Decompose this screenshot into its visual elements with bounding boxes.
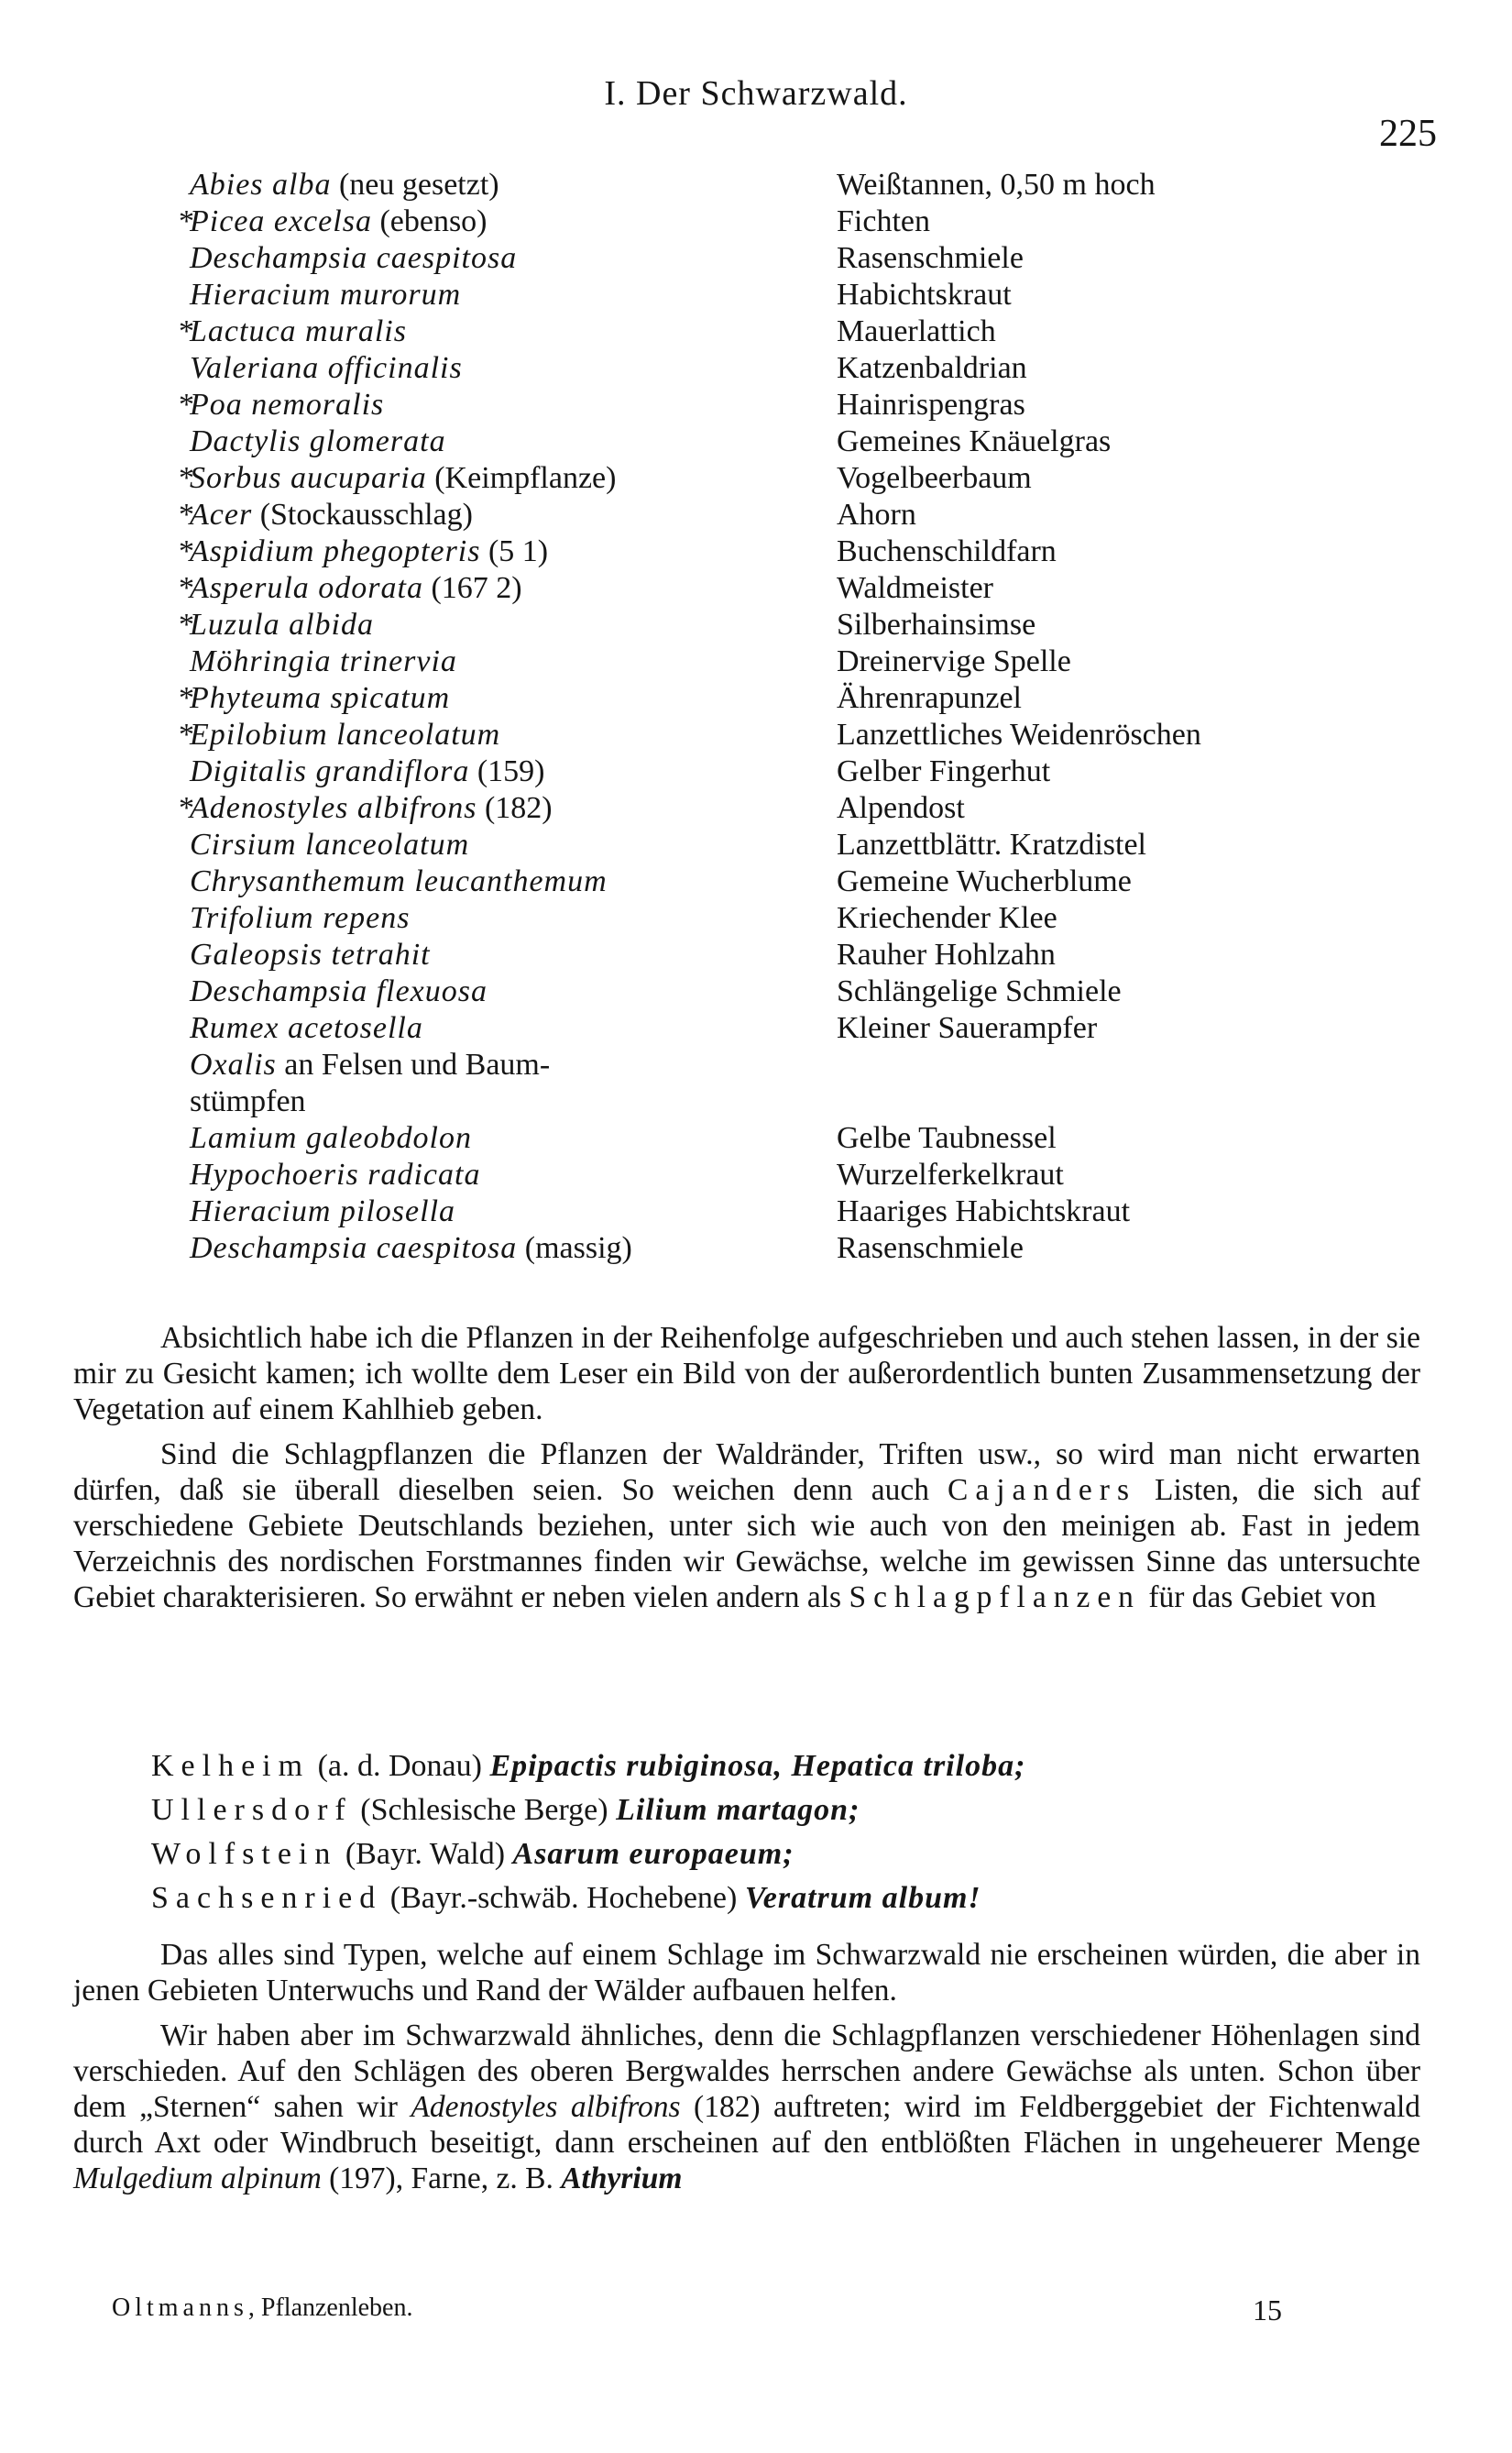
footer-book-title: , Pflanzenleben. (247, 2294, 413, 2322)
plant-row (179, 937, 1370, 974)
plant-latin-name: Luzula albida (190, 608, 374, 642)
plant-common-name: Schlängelige Schmiele (837, 974, 1122, 1008)
plant-common-name: Lanzettliches Weidenröschen (837, 718, 1201, 752)
region-detail: (Bayr.-schwäb. Hochebene) (382, 1881, 745, 1915)
species-athyrium: Athyrium (561, 2162, 683, 2195)
region-name: Wolfstein (151, 1837, 338, 1871)
plant-row (179, 607, 1370, 644)
plant-latin-name: Dactylis glomerata (190, 424, 446, 458)
plant-latin-name: Rumex acetosella (190, 1011, 423, 1045)
plant-latin-name: Cirsium lanceolatum (190, 828, 470, 862)
footer-author: Oltmanns (112, 2294, 248, 2322)
region-detail: (Schlesische Berge) (352, 1793, 617, 1827)
paragraph-4 (73, 2018, 1420, 2196)
plant-latin-cell (190, 204, 837, 240)
plant-row (179, 900, 1370, 937)
plant-latin-name: Deschampsia caespitosa (190, 1231, 518, 1265)
plant-latin-cell (190, 460, 837, 497)
term-schlagpflanzen: Schlagpflanzen (849, 1580, 1141, 1614)
plant-latin-cell (190, 570, 837, 607)
plant-latin-cell (190, 754, 837, 790)
plant-row (179, 1120, 1370, 1157)
plant-latin-cell (190, 717, 837, 754)
region-species: Veratrum album! (744, 1881, 981, 1915)
plant-note: (5 1) (480, 534, 549, 568)
plant-latin-name: Abies alba (190, 168, 332, 202)
plant-row (179, 167, 1370, 204)
plant-note: (ebenso) (371, 204, 488, 238)
plant-row (179, 534, 1370, 570)
plant-latin-cell (190, 167, 837, 204)
plant-row (179, 1194, 1370, 1230)
plant-common-name: Waldmeister (837, 571, 993, 605)
plant-row (179, 1047, 1370, 1120)
plant-mark: * (179, 534, 194, 568)
plant-common-name: Mauerlattich (837, 314, 996, 348)
plant-row (179, 570, 1370, 607)
plant-latin-cell (190, 314, 837, 350)
plant-mark: * (179, 608, 194, 642)
plant-row (179, 717, 1370, 754)
region-name: Sachsenried (151, 1881, 383, 1915)
plant-common-name: Habichtskraut (837, 278, 1012, 312)
plant-latin-name: Acer (190, 498, 253, 532)
plant-row (179, 460, 1370, 497)
region-name: Ullersdorf (151, 1793, 353, 1827)
paragraph-4-part-c: (197), Farne, z. B. (321, 2162, 562, 2195)
plant-mark: * (179, 314, 194, 348)
region-species: Lilium martagon; (616, 1793, 860, 1827)
region-list (151, 1744, 1025, 1920)
plant-latin-name: Lamium galeobdolon (190, 1121, 472, 1155)
region-row (151, 1876, 1025, 1920)
plant-latin-name: Poa nemoralis (190, 388, 385, 422)
plant-latin-name: Hypochoeris radicata (190, 1158, 481, 1192)
plant-latin-cell (190, 387, 837, 424)
region-detail: (Bayr. Wald) (337, 1837, 513, 1871)
plant-latin-name: Epilobium lanceolatum (190, 718, 501, 752)
plant-row (179, 644, 1370, 680)
plant-latin-name: Oxalis (190, 1048, 277, 1082)
plant-latin-name: Lactuca muralis (190, 314, 407, 348)
region-detail: (a. d. Donau) (310, 1749, 490, 1783)
plant-common-name: Gemeines Knäuelgras (837, 424, 1112, 458)
plant-note: (Stockausschlag) (252, 498, 473, 532)
plant-row (179, 1157, 1370, 1194)
plant-mark: * (179, 461, 194, 495)
plant-common-name: Weißtannen, 0,50 m hoch (837, 168, 1156, 202)
plant-common-name: Silberhainsimse (837, 608, 1036, 642)
plant-mark: * (179, 204, 194, 238)
paragraph-2 (73, 1436, 1420, 1615)
region-species: Asarum europaeum; (512, 1837, 794, 1871)
plant-row (179, 424, 1370, 460)
species-mulgedium: Mulgedium alpinum (73, 2162, 322, 2195)
plant-latin-name: Galeopsis tetrahit (190, 938, 431, 972)
plant-row (179, 974, 1370, 1010)
plant-mark: * (179, 681, 194, 715)
plant-row (179, 350, 1370, 387)
plant-row (179, 1230, 1370, 1267)
region-row (151, 1744, 1025, 1788)
plant-latin-name: Digitalis grandiflora (190, 754, 470, 788)
plant-latin-cell (190, 827, 837, 864)
plant-note: (Keimpflanze) (426, 461, 617, 495)
text-block-lower (73, 1937, 1420, 2196)
printer-signature: 15 (1253, 2294, 1282, 2326)
plant-common-name: Kriechender Klee (837, 901, 1057, 935)
plant-latin-cell (190, 1120, 837, 1157)
plant-latin-cell (190, 350, 837, 387)
plant-row (179, 314, 1370, 350)
region-row (151, 1788, 1025, 1832)
plant-latin-name: Deschampsia flexuosa (190, 974, 488, 1008)
author-name-cajander: Cajanders (948, 1473, 1136, 1507)
paragraph-3: Das alles sind Typen, welche auf einem Schlage im Schwarzwald nie erscheinen würden, die aber in jenen Gebieten Unterwuchs und Rand der Wälder aufbauen helfen. (73, 1938, 1420, 2008)
plant-latin-name: Chrysanthemum leucanthemum (190, 864, 608, 898)
plant-common-name: Ahorn (837, 498, 916, 532)
page-footer (112, 2294, 1285, 2326)
plant-common-name: Dreinervige Spelle (837, 644, 1071, 678)
plant-latin-cell (190, 1194, 837, 1230)
plant-row (179, 754, 1370, 790)
plant-common-name: Fichten (837, 204, 930, 238)
plant-note: (massig) (517, 1231, 632, 1265)
plant-common-name: Gemeine Wucherblume (837, 864, 1132, 898)
plant-mark: * (179, 498, 194, 532)
plant-common-name: Alpendost (837, 791, 965, 825)
paragraph-1: Absichtlich habe ich die Pflanzen in der Reihenfolge aufgeschrieben und auch stehen lassen, in der sie mir zu Gesicht kamen; ich wollte dem Leser ein Bild von der außerordentlich bunten Zusammensetzung der Vegetation auf einem Kahlhieb geben. (73, 1321, 1420, 1426)
plant-latin-name: Valeriana officinalis (190, 351, 463, 385)
plant-common-name: Kleiner Sauerampfer (837, 1011, 1098, 1045)
plant-note: an Felsen und Baum- stümpfen (190, 1048, 551, 1118)
plant-common-name: Rasenschmiele (837, 241, 1024, 275)
plant-latin-cell (190, 1230, 837, 1267)
plant-latin-name: Trifolium repens (190, 901, 411, 935)
plant-mark: * (179, 388, 194, 422)
plant-latin-cell (190, 277, 837, 314)
plant-latin-cell (190, 937, 837, 974)
page-number: 225 (1379, 113, 1437, 155)
plant-row (179, 864, 1370, 900)
plant-latin-name: Asperula odorata (190, 571, 423, 605)
plant-latin-cell (190, 790, 837, 827)
plant-row (179, 680, 1370, 717)
plant-row (179, 790, 1370, 827)
plant-common-name: Haariges Habichtskraut (837, 1194, 1131, 1228)
region-species: Epipactis rubiginosa, Hepatica triloba; (489, 1749, 1026, 1783)
plant-latin-cell (190, 607, 837, 644)
plant-mark: * (179, 571, 194, 605)
plant-latin-name: Hieracium murorum (190, 278, 462, 312)
plant-latin-cell (190, 644, 837, 680)
plant-latin-cell (190, 1010, 837, 1047)
plant-latin-name: Picea excelsa (190, 204, 372, 238)
plant-latin-cell (190, 1047, 837, 1120)
plant-common-name: Hainrispengras (837, 388, 1025, 422)
plant-latin-name: Möhringia trinervia (190, 644, 457, 678)
plant-row (179, 497, 1370, 534)
plant-latin-cell (190, 680, 837, 717)
plant-latin-name: Sorbus aucuparia (190, 461, 427, 495)
species-adenostyles: Adenostyles albifrons (411, 2090, 681, 2124)
paragraph-2-part-c: für das Gebiet von (1140, 1580, 1376, 1614)
plant-latin-cell (190, 900, 837, 937)
plant-common-name: Lanzettblättr. Kratzdistel (837, 828, 1146, 862)
text-block-upper (73, 1320, 1420, 1615)
running-header: I. Der Schwarzwald. (604, 74, 908, 113)
plant-common-name: Wurzelferkelkraut (837, 1158, 1064, 1192)
paragraph-4-part-b: (182) auftreten; wird im Feldberggebiet der Fichtenwald durch Axt oder Windbruch beseitigt, dann erscheinen auf den entblößten Flächen in ungeheuerer Menge (73, 2090, 1420, 2160)
plant-common-name: Rauher Hohlzahn (837, 938, 1056, 972)
plant-note: (182) (477, 791, 553, 825)
plant-row (179, 277, 1370, 314)
plant-latin-name: Adenostyles albifrons (190, 791, 477, 825)
plant-common-name: Gelbe Taubnessel (837, 1121, 1057, 1155)
plant-common-name: Rasenschmiele (837, 1231, 1024, 1265)
plant-common-name: Katzenbaldrian (837, 351, 1027, 385)
plant-note: (159) (469, 754, 545, 788)
plant-latin-name: Aspidium phegopteris (190, 534, 481, 568)
plant-row (179, 827, 1370, 864)
plant-latin-cell (190, 240, 837, 277)
plant-row (179, 387, 1370, 424)
region-row (151, 1832, 1025, 1876)
paragraph-4-part-a: Wir haben aber im Schwarzwald ähnliches, denn die Schlagpflanzen verschiedener Höhenlagen sind verschieden. Auf den Schlägen des oberen Bergwaldes herrschen andere Gewächse als unten. Schon über dem „Sternen“ sahen wir (73, 2018, 1420, 2124)
plant-common-name: Ährenrapunzel (837, 681, 1023, 715)
plant-list (179, 167, 1370, 1267)
region-name: Kelheim (151, 1749, 311, 1783)
plant-note: (neu gesetzt) (331, 168, 499, 202)
plant-latin-name: Deschampsia caespitosa (190, 241, 518, 275)
plant-mark: * (179, 791, 194, 825)
plant-mark: * (179, 718, 194, 752)
plant-latin-cell (190, 497, 837, 534)
paragraph-2-part-b: Listen, die sich auf verschiedene Gebiete Deutschlands beziehen, unter sich wie auch von den meinigen ab. Fast in jedem Verzeichnis des nordischen Forstmannes finden wir Gewächse, welche im gewissen Sinne das untersuchte Gebiet charakterisieren. So erwähnt er neben vielen andern als (73, 1473, 1420, 1614)
plant-row (179, 1010, 1370, 1047)
plant-latin-cell (190, 424, 837, 460)
plant-latin-cell (190, 534, 837, 570)
plant-row (179, 240, 1370, 277)
plant-row (179, 204, 1370, 240)
plant-common-name: Vogelbeerbaum (837, 461, 1032, 495)
plant-latin-cell (190, 1157, 837, 1194)
plant-note: (167 2) (422, 571, 522, 605)
plant-latin-cell (190, 864, 837, 900)
plant-latin-name: Phyteuma spicatum (190, 681, 451, 715)
plant-latin-cell (190, 974, 837, 1010)
paragraph-2-part-a: Sind die Schlagpflanzen die Pflanzen der Waldränder, Triften usw., so wird man nicht erwarten dürfen, daß sie überall dieselben seien. So weichen denn auch (73, 1437, 1420, 1507)
plant-common-name: Gelber Fingerhut (837, 754, 1051, 788)
plant-common-name: Buchenschildfarn (837, 534, 1057, 568)
plant-latin-name: Hieracium pilosella (190, 1194, 456, 1228)
